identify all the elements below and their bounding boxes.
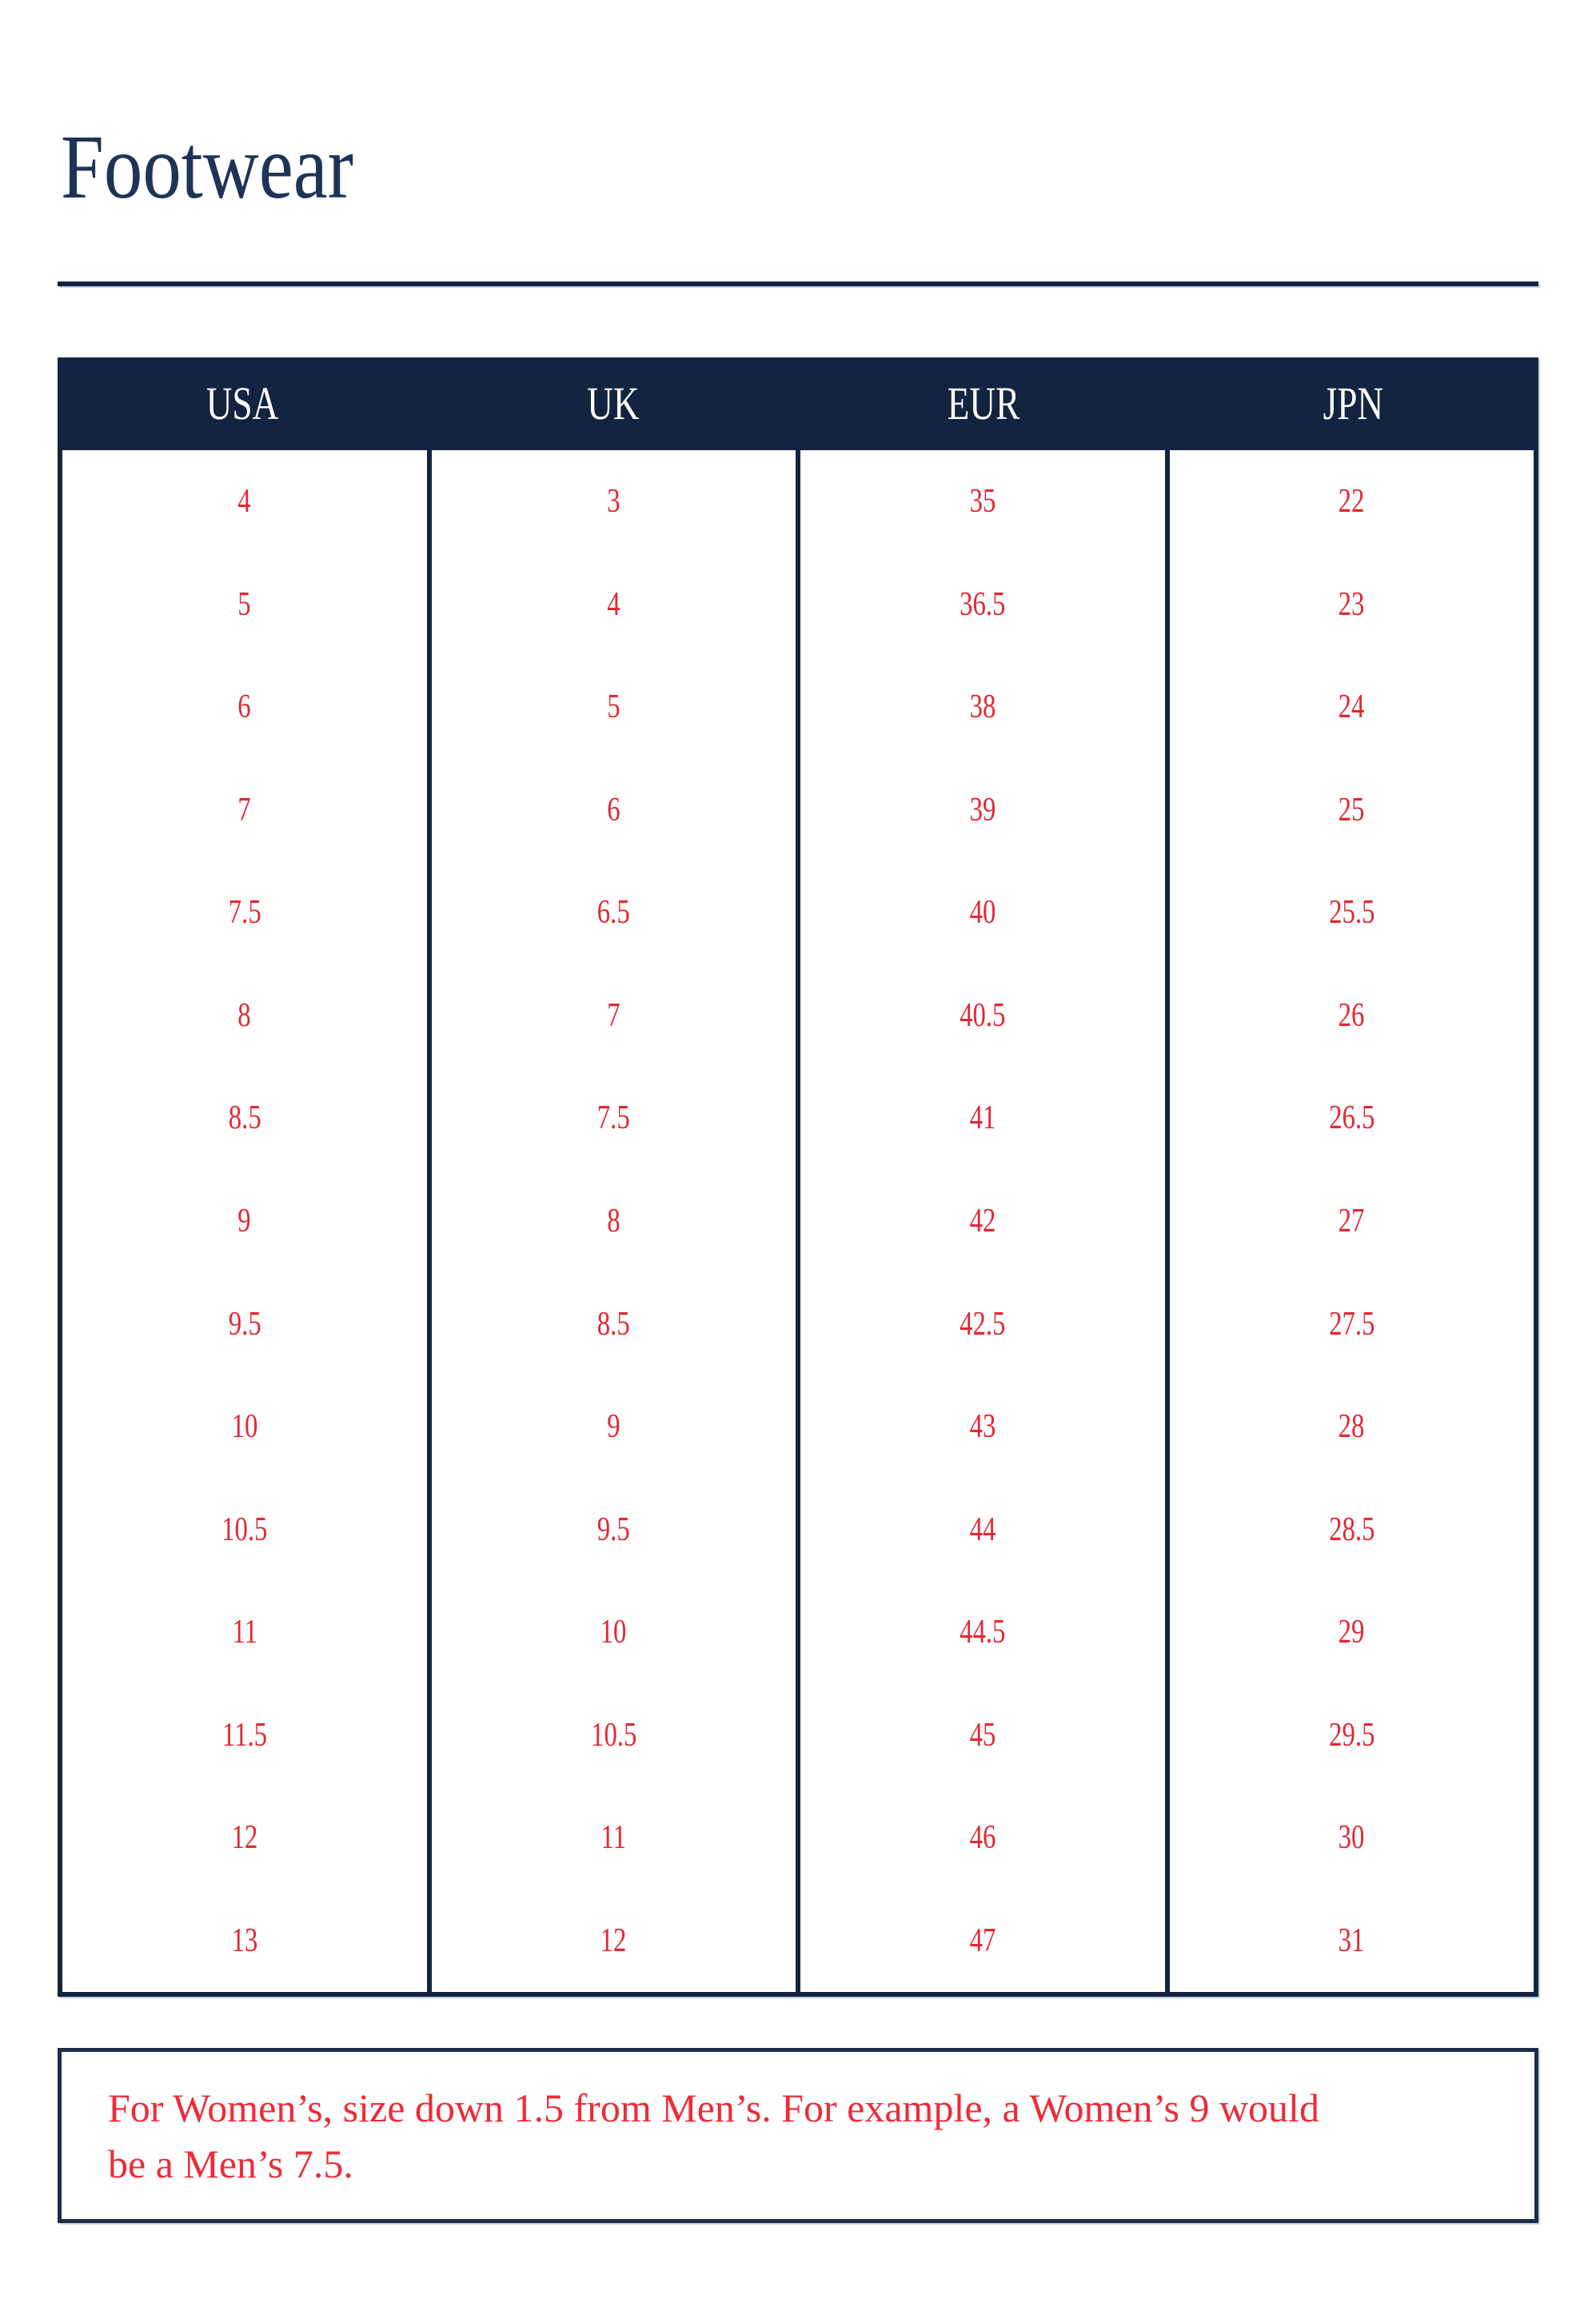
footwear-size-table <box>58 357 1538 1997</box>
size-value: 10 <box>231 1408 258 1446</box>
size-value: 39 <box>969 791 996 828</box>
size-cell <box>800 656 1165 759</box>
size-cell <box>432 1889 796 1992</box>
size-value: 8 <box>607 1202 620 1239</box>
size-cell <box>800 759 1165 862</box>
size-value: 7.5 <box>597 1100 630 1137</box>
size-value: 44.5 <box>960 1614 1006 1651</box>
size-value: 3 <box>607 483 620 521</box>
table-header-row <box>58 357 1538 450</box>
size-value: 27.5 <box>1328 1305 1375 1343</box>
size-value: 42 <box>969 1202 996 1239</box>
size-value: 4 <box>237 483 251 521</box>
size-cell <box>432 1375 796 1479</box>
size-value: 43 <box>969 1408 996 1446</box>
size-cell <box>800 553 1165 657</box>
size-cell <box>1170 656 1534 759</box>
size-value: 41 <box>969 1100 996 1137</box>
size-cell <box>432 656 796 759</box>
size-cell <box>62 1889 427 1992</box>
column-header-eur <box>798 377 1168 429</box>
size-cell <box>62 450 427 553</box>
table-body <box>58 450 1538 1997</box>
size-cell <box>1170 861 1534 964</box>
size-value: 47 <box>969 1922 996 1959</box>
size-cell <box>62 656 427 759</box>
size-cell <box>1170 964 1534 1068</box>
size-cell <box>1170 1170 1534 1273</box>
table-column-eur <box>796 450 1165 1992</box>
size-cell <box>62 1272 427 1375</box>
size-value: 11.5 <box>221 1716 267 1754</box>
column-header-uk <box>428 377 798 429</box>
size-cell <box>432 1170 796 1273</box>
size-value: 4 <box>607 585 620 623</box>
womens-sizing-note <box>108 2080 1319 2192</box>
size-value: 9 <box>237 1202 251 1239</box>
size-cell <box>432 1478 796 1581</box>
size-value: 22 <box>1338 483 1365 521</box>
size-cell <box>1170 1889 1534 1992</box>
size-cell <box>62 964 427 1068</box>
size-value: 8 <box>237 996 251 1034</box>
size-cell <box>62 1581 427 1684</box>
size-value: 44 <box>969 1511 996 1548</box>
size-cell <box>432 964 796 1068</box>
column-header-label: EUR <box>947 377 1019 429</box>
size-value: 36.5 <box>960 585 1006 623</box>
size-cell <box>1170 1067 1534 1170</box>
page-title: Footwear <box>61 116 353 218</box>
size-cell <box>62 1170 427 1273</box>
size-cell <box>62 1478 427 1581</box>
size-value: 28.5 <box>1328 1511 1375 1548</box>
column-header-label: USA <box>206 377 279 429</box>
size-cell <box>432 450 796 553</box>
divider-rule <box>58 281 1538 286</box>
size-value: 25.5 <box>1328 894 1375 932</box>
size-cell <box>800 1683 1165 1786</box>
size-cell <box>800 1170 1165 1273</box>
size-value: 6.5 <box>597 894 630 932</box>
size-cell <box>1170 450 1534 553</box>
size-cell <box>1170 1581 1534 1684</box>
size-cell <box>432 759 796 862</box>
size-value: 40 <box>969 894 996 932</box>
size-cell <box>800 1375 1165 1479</box>
size-cell <box>800 1786 1165 1890</box>
size-value: 7 <box>607 996 620 1034</box>
size-value: 42.5 <box>960 1305 1006 1343</box>
size-value: 7 <box>237 791 251 828</box>
size-value: 38 <box>969 689 996 726</box>
size-value: 29 <box>1338 1614 1365 1651</box>
table-column-uk <box>427 450 796 1992</box>
size-value: 40.5 <box>960 996 1006 1034</box>
size-value: 9 <box>607 1408 620 1446</box>
size-value: 23 <box>1338 585 1365 623</box>
size-cell <box>800 1478 1165 1581</box>
size-value: 5 <box>237 585 251 623</box>
size-value: 5 <box>607 689 620 726</box>
size-cell <box>432 1581 796 1684</box>
size-cell <box>800 1889 1165 1992</box>
size-value: 10 <box>600 1614 627 1651</box>
size-value: 12 <box>231 1819 258 1857</box>
size-value: 45 <box>969 1716 996 1754</box>
table-column-jpn <box>1165 450 1534 1992</box>
size-value: 7.5 <box>228 894 261 932</box>
size-cell <box>800 1581 1165 1684</box>
size-cell <box>62 553 427 657</box>
size-value: 31 <box>1338 1922 1365 1959</box>
column-header-label: JPN <box>1323 377 1384 429</box>
size-cell <box>1170 553 1534 657</box>
size-value: 8.5 <box>228 1100 261 1137</box>
column-header-label: UK <box>586 377 640 429</box>
size-value: 9.5 <box>228 1305 261 1343</box>
size-cell <box>1170 1375 1534 1479</box>
size-cell <box>1170 1272 1534 1375</box>
size-cell <box>62 1375 427 1479</box>
size-cell <box>800 1067 1165 1170</box>
size-value: 13 <box>231 1922 258 1959</box>
size-cell <box>62 1067 427 1170</box>
note-line: be a Men’s 7.5. <box>108 2141 353 2186</box>
column-header-jpn <box>1168 377 1538 429</box>
size-value: 6 <box>237 689 251 726</box>
size-value: 35 <box>969 483 996 521</box>
size-cell <box>800 964 1165 1068</box>
size-cell <box>800 1272 1165 1375</box>
size-value: 30 <box>1338 1819 1365 1857</box>
size-value: 10.5 <box>221 1511 268 1548</box>
size-cell <box>62 1683 427 1786</box>
size-cell <box>62 861 427 964</box>
size-value: 24 <box>1338 689 1365 726</box>
size-value: 6 <box>607 791 620 828</box>
size-value: 12 <box>600 1922 627 1959</box>
size-value: 25 <box>1338 791 1365 828</box>
size-cell <box>432 1272 796 1375</box>
size-cell <box>432 861 796 964</box>
size-value: 29.5 <box>1328 1716 1375 1754</box>
womens-sizing-note-box <box>58 2048 1538 2223</box>
size-cell <box>1170 1478 1534 1581</box>
size-cell <box>62 1786 427 1890</box>
note-line: For Women’s, size down 1.5 from Men’s. For example, a Women’s 9 would <box>108 2085 1319 2130</box>
size-value: 27 <box>1338 1202 1365 1239</box>
size-value: 10.5 <box>590 1716 636 1754</box>
size-value: 8.5 <box>597 1305 630 1343</box>
column-header-usa <box>58 377 428 429</box>
size-value: 46 <box>969 1819 996 1857</box>
size-value: 26 <box>1338 996 1365 1034</box>
size-cell <box>1170 759 1534 862</box>
size-cell <box>432 1786 796 1890</box>
size-cell <box>432 553 796 657</box>
size-cell <box>62 759 427 862</box>
size-cell <box>800 450 1165 553</box>
table-column-usa <box>62 450 427 1992</box>
size-cell <box>1170 1683 1534 1786</box>
size-value: 11 <box>231 1614 257 1651</box>
size-cell <box>1170 1786 1534 1890</box>
size-value: 26.5 <box>1328 1100 1375 1137</box>
size-cell <box>432 1067 796 1170</box>
size-value: 9.5 <box>597 1511 630 1548</box>
size-cell <box>800 861 1165 964</box>
size-value: 28 <box>1338 1408 1365 1446</box>
size-cell <box>432 1683 796 1786</box>
size-value: 11 <box>600 1819 627 1857</box>
